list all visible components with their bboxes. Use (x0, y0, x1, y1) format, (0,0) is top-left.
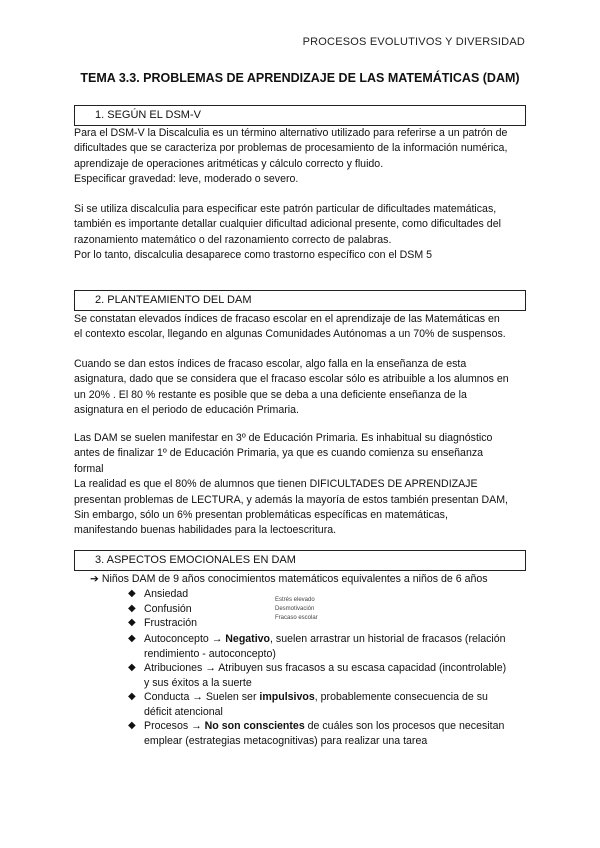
diamond-bullet-icon: ◆ (128, 720, 136, 731)
section-2-para-2 (74, 357, 534, 419)
text-line: manifestando buenas habilidades para la lectoescritura. (74, 524, 337, 537)
section-3-heading: 3. ASPECTOS EMOCIONALES EN DAM (74, 550, 526, 571)
arrow-item-text: Niños DAM de 9 años conocimientos matemáticos equivalentes a niños de 6 años (101, 573, 488, 585)
section-1-para-2 (74, 202, 534, 264)
list-item-conducta (128, 690, 528, 719)
text-line: antes de finalizar 1º de Educación Primaria, ya que es cuando comienza su enseñanza (74, 447, 484, 460)
text-line: razonamiento matemático o del razonamiento correcto de palabras. (74, 233, 392, 246)
item-bold: impulsivos (259, 691, 315, 703)
diamond-bullet-icon: ◆ (128, 633, 136, 644)
text-line: asignatura en el periodo de educación Primaria. (74, 404, 299, 417)
item-suffix: de cuáles son los procesos que necesitan (304, 720, 505, 732)
text-line: Se constatan elevados índices de fracaso escolar en el aprendizaje de las Matemáticas en (74, 313, 500, 325)
item-bold: No son conscientes (204, 720, 305, 732)
section-1-heading: 1. SEGÚN EL DSM-V (74, 105, 526, 126)
text-line: también es importante detallar cualquier dificultad adicional presente, como dificultades del (74, 218, 501, 231)
text-line: Por lo tanto, discalculia desaparece como trastorno específico con el DSM 5 (74, 249, 433, 262)
side-note: Estrés elevado (275, 597, 315, 603)
section-2-para-1 (74, 312, 534, 343)
text-line: presentan problemas de LECTURA, y además la mayoría de estos también presentan DAM, (74, 493, 508, 506)
list-item-text: Confusión (144, 603, 192, 615)
list-item-procesos (128, 719, 528, 748)
text-line: el contexto escolar, llegando en algunas Comunidades Autónomas a un 70% de suspensos. (74, 328, 506, 341)
text-line: Si se utiliza discalculia para especificar este patrón particular de dificultades matemáticas, (74, 203, 497, 215)
side-note: Desmotivación (275, 606, 315, 612)
text-line: Cuando se dan estos índices de fracaso escolar, algo falla en la enseñanza de esta (74, 358, 467, 370)
item-prefix: Autoconcepto → (144, 633, 226, 645)
list-item-atribuciones (128, 661, 528, 690)
text-line: Especificar gravedad: leve, moderado o severo. (74, 173, 299, 186)
diamond-bullet-icon: ◆ (128, 588, 136, 599)
diamond-bullet-icon: ◆ (128, 603, 136, 614)
section-2-para-3 (74, 431, 534, 539)
item-continuation: y sus éxitos a la suerte (144, 676, 252, 689)
diamond-bullet-icon: ◆ (128, 662, 136, 673)
list-item (128, 616, 528, 631)
list-item (128, 587, 528, 602)
diamond-bullet-icon: ◆ (128, 617, 136, 628)
list-item-text: Ansiedad (144, 588, 189, 600)
text-line: asignatura, dado que se considera que el fracaso escolar sólo es atribuible a los alumnos en (74, 373, 509, 386)
arrow-icon: ➔ (90, 573, 99, 585)
item-continuation: déficit atencional (144, 705, 223, 718)
text-line: aprendizaje de operaciones aritméticas y cálculo correcto y fluido. (74, 157, 384, 170)
item-suffix: , probablemente consecuencia de su (314, 691, 488, 703)
text-line: Sin embargo, sólo un 6% presentan problemáticas específicas en matemáticas, (74, 509, 448, 522)
list-item (128, 602, 528, 617)
page-title: TEMA 3.3. PROBLEMAS DE APRENDIZAJE DE LAS MATEMÁTICAS (DAM) (80, 71, 520, 85)
item-continuation: emplear (estrategias metacognitivas) para realizar una tarea (144, 734, 428, 747)
item-continuation: rendimiento - autoconcepto) (144, 647, 276, 660)
diamond-bullet-icon: ◆ (128, 691, 136, 702)
text-line: Para el DSM-V la Discalculia es un término alternativo utilizado para referirse a un patrón de (74, 127, 508, 139)
text-line: La realidad es que el 80% de alumnos que tienen DIFICULTADES DE APRENDIZAJE (74, 478, 478, 491)
list-item-autoconcepto (128, 632, 528, 661)
text-line: un 20% . El 80 % restante es posible que se deba a una deficiente enseñanza de la (74, 388, 467, 401)
item-prefix: Atribuciones → Atribuyen sus fracasos a su escasa capacidad (incontrolable) (144, 662, 507, 674)
item-prefix: Conducta → Suelen ser (144, 691, 260, 703)
text-line: formal (74, 462, 104, 475)
section-2-heading: 2. PLANTEAMIENTO DEL DAM (74, 290, 526, 311)
text-line: Las DAM se suelen manifestar en 3º de Educación Primaria. Es inhabitual su diagnóstico (74, 432, 493, 444)
course-header: PROCESOS EVOLUTIVOS Y DIVERSIDAD (302, 36, 525, 48)
side-note: Fracaso escolar (275, 615, 318, 621)
item-suffix: , suelen arrastrar un historial de fracasos (relación (270, 633, 506, 645)
item-prefix: Procesos → (144, 720, 205, 732)
text-line: dificultades que se caracteriza por problemas de procesamiento de la información numérica, (74, 142, 508, 155)
section-1-para-1 (74, 126, 534, 188)
arrow-list-item (90, 572, 488, 587)
item-bold: Negativo (225, 633, 271, 645)
list-item-text: Frustración (144, 617, 197, 629)
